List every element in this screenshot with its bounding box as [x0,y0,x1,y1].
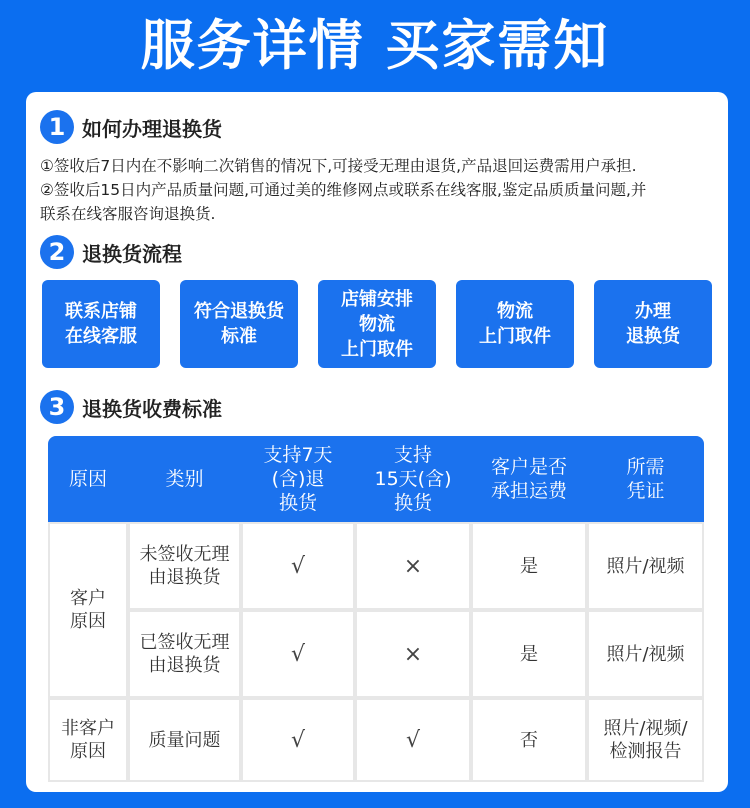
section-2-title: 退换货流程 [82,241,182,266]
section-1-title: 如何办理退换货 [82,116,222,141]
proof-cell: 照片/视频 [589,612,702,696]
section-1-header [40,110,222,144]
column-header: 所需 凭证 [626,456,665,502]
page-title: 服务详情 买家需知 [140,14,610,77]
table-row-category: 已签收无理 由退换货 [130,612,239,696]
process-step-pickup: 物流 上门取件 [456,280,574,368]
column-header: 支持7天 (含)退 换货 [263,444,333,514]
table-row-category: 质量问题 [130,700,239,780]
column-header: 支持 15天(含) 换货 [374,444,452,514]
info-card [26,92,728,792]
section-2-number: 2 [40,235,74,269]
support-15-day-mark: √ [357,700,469,780]
process-step-arrange-logistics: 店铺安排 物流 上门取件 [318,280,436,368]
policy-line: 联系在线客服咨询退换货. [40,205,216,223]
proof-cell: 照片/视频 [589,524,702,608]
support-7-day-mark: √ [243,612,353,696]
support-15-day-mark: × [357,612,469,696]
policy-line: ②签收后15日内产品质量问题,可通过美的维修网点或联系在线客服,鉴定品质质量问题,并 [40,181,647,199]
table-row-category: 未签收无理 由退换货 [130,524,239,608]
support-7-day-mark: √ [243,700,353,780]
reason-cell-non-customer: 非客户 原因 [50,700,126,780]
proof-cell: 照片/视频/ 检测报告 [589,700,702,780]
freight-cell: 是 [473,524,585,608]
return-process-steps [42,280,712,368]
section-3-title: 退换货收费标准 [82,396,222,421]
column-header: 原因 [68,468,107,490]
section-2-header [40,235,182,269]
process-step-contact: 联系店铺 在线客服 [42,280,160,368]
reason-cell-customer: 客户 原因 [50,524,126,696]
freight-cell: 是 [473,612,585,696]
section-1-number: 1 [40,110,74,144]
section-3-number: 3 [40,390,74,424]
fee-standard-table [48,436,704,782]
policy-line: ①签收后7日内在不影响二次销售的情况下,可接受无理由退货,产品退回运费需用户承担. [40,157,637,175]
column-header: 客户是否 承担运费 [490,456,567,502]
freight-cell: 否 [473,700,585,780]
support-7-day-mark: √ [243,524,353,608]
return-policy-text [40,154,716,226]
process-step-eligible: 符合退换货 标准 [180,280,298,368]
column-header: 类别 [165,468,204,490]
process-step-complete: 办理 退换货 [594,280,712,368]
support-15-day-mark: × [357,524,469,608]
section-3-header [40,390,222,424]
